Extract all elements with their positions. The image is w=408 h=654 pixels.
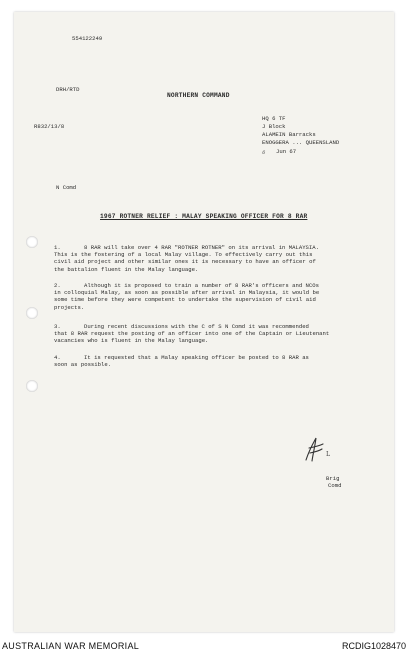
paragraph-line: civil aid project and other similar ones it is necessary to have an officer of	[54, 258, 316, 266]
paragraph-line: During recent discussions with the C of S N Comd it was recommended	[84, 323, 309, 330]
signatory-title: Comd	[328, 482, 342, 489]
subject-line: 1967 ROTNER RELIEF : MALAY SPEAKING OFFICER FOR 8 RAR	[100, 213, 308, 220]
paragraph-line: vacancies who is fluent in the Malay language.	[54, 337, 209, 345]
address-line: ALAMEIN Barracks	[262, 131, 316, 138]
address-line: HQ 6 TF	[262, 115, 286, 122]
address-line: J Block	[262, 123, 286, 130]
paragraph-number: 1.	[54, 244, 61, 251]
paragraph-line: Although it is proposed to train a number of 8 RAR's officers and NCOs	[84, 282, 319, 289]
punch-hole	[26, 307, 38, 319]
address-line: ENOGGERA ... QUEENSLAND	[262, 139, 340, 146]
command-heading: NORTHERN COMMAND	[167, 92, 230, 99]
signatory-rank: Brig	[326, 475, 340, 482]
file-reference: DRH/RTD	[56, 86, 80, 93]
date-mark: 6	[262, 149, 266, 156]
paragraph-line: in colloquial Malay, as soon as possible after arrival in Malaysia, it would be	[54, 289, 320, 297]
handwritten-signature	[300, 434, 330, 464]
paragraph-3	[54, 323, 366, 345]
paragraph-line: It is requested that a Malay speaking officer be posted to 8 RAR as	[84, 354, 309, 361]
file-number: 554122249	[72, 35, 103, 42]
document-page	[14, 12, 394, 632]
paragraph-1	[54, 244, 366, 273]
letter-reference: R832/13/8	[34, 123, 65, 130]
paragraph-line: some time before they were competent to undertake the supervision of civil aid	[54, 296, 316, 304]
addressee: N Comd	[56, 184, 77, 191]
archive-name: AUSTRALIAN WAR MEMORIAL	[2, 641, 140, 651]
paragraph-4	[54, 354, 366, 368]
paragraph-line: soon as possible.	[54, 361, 112, 369]
paragraph-2	[54, 282, 366, 311]
archive-footer	[0, 636, 408, 654]
paragraph-line: This is the fostering of a local Malay village. To effectively carry out this	[54, 251, 313, 259]
punch-hole	[26, 236, 38, 248]
paragraph-number: 3.	[54, 323, 61, 330]
letter-date: Jun 67	[276, 148, 297, 155]
paragraph-line: projects.	[54, 303, 85, 311]
archive-id: RCDIG1028470	[341, 641, 406, 651]
punch-hole	[26, 380, 38, 392]
paragraph-number: 4.	[54, 354, 61, 361]
paragraph-line: the battalion fluent in the Malay language.	[54, 265, 199, 273]
paragraph-line: that 8 RAR request the posting of an officer into one of the Captain or Lieutenant	[54, 330, 330, 338]
signature-mark: L	[326, 451, 331, 458]
paragraph-line: 8 RAR will take over 4 RAR "ROTNER ROTNER" on its arrival in MALAYSIA.	[84, 244, 319, 251]
paragraph-number: 2.	[54, 282, 61, 289]
